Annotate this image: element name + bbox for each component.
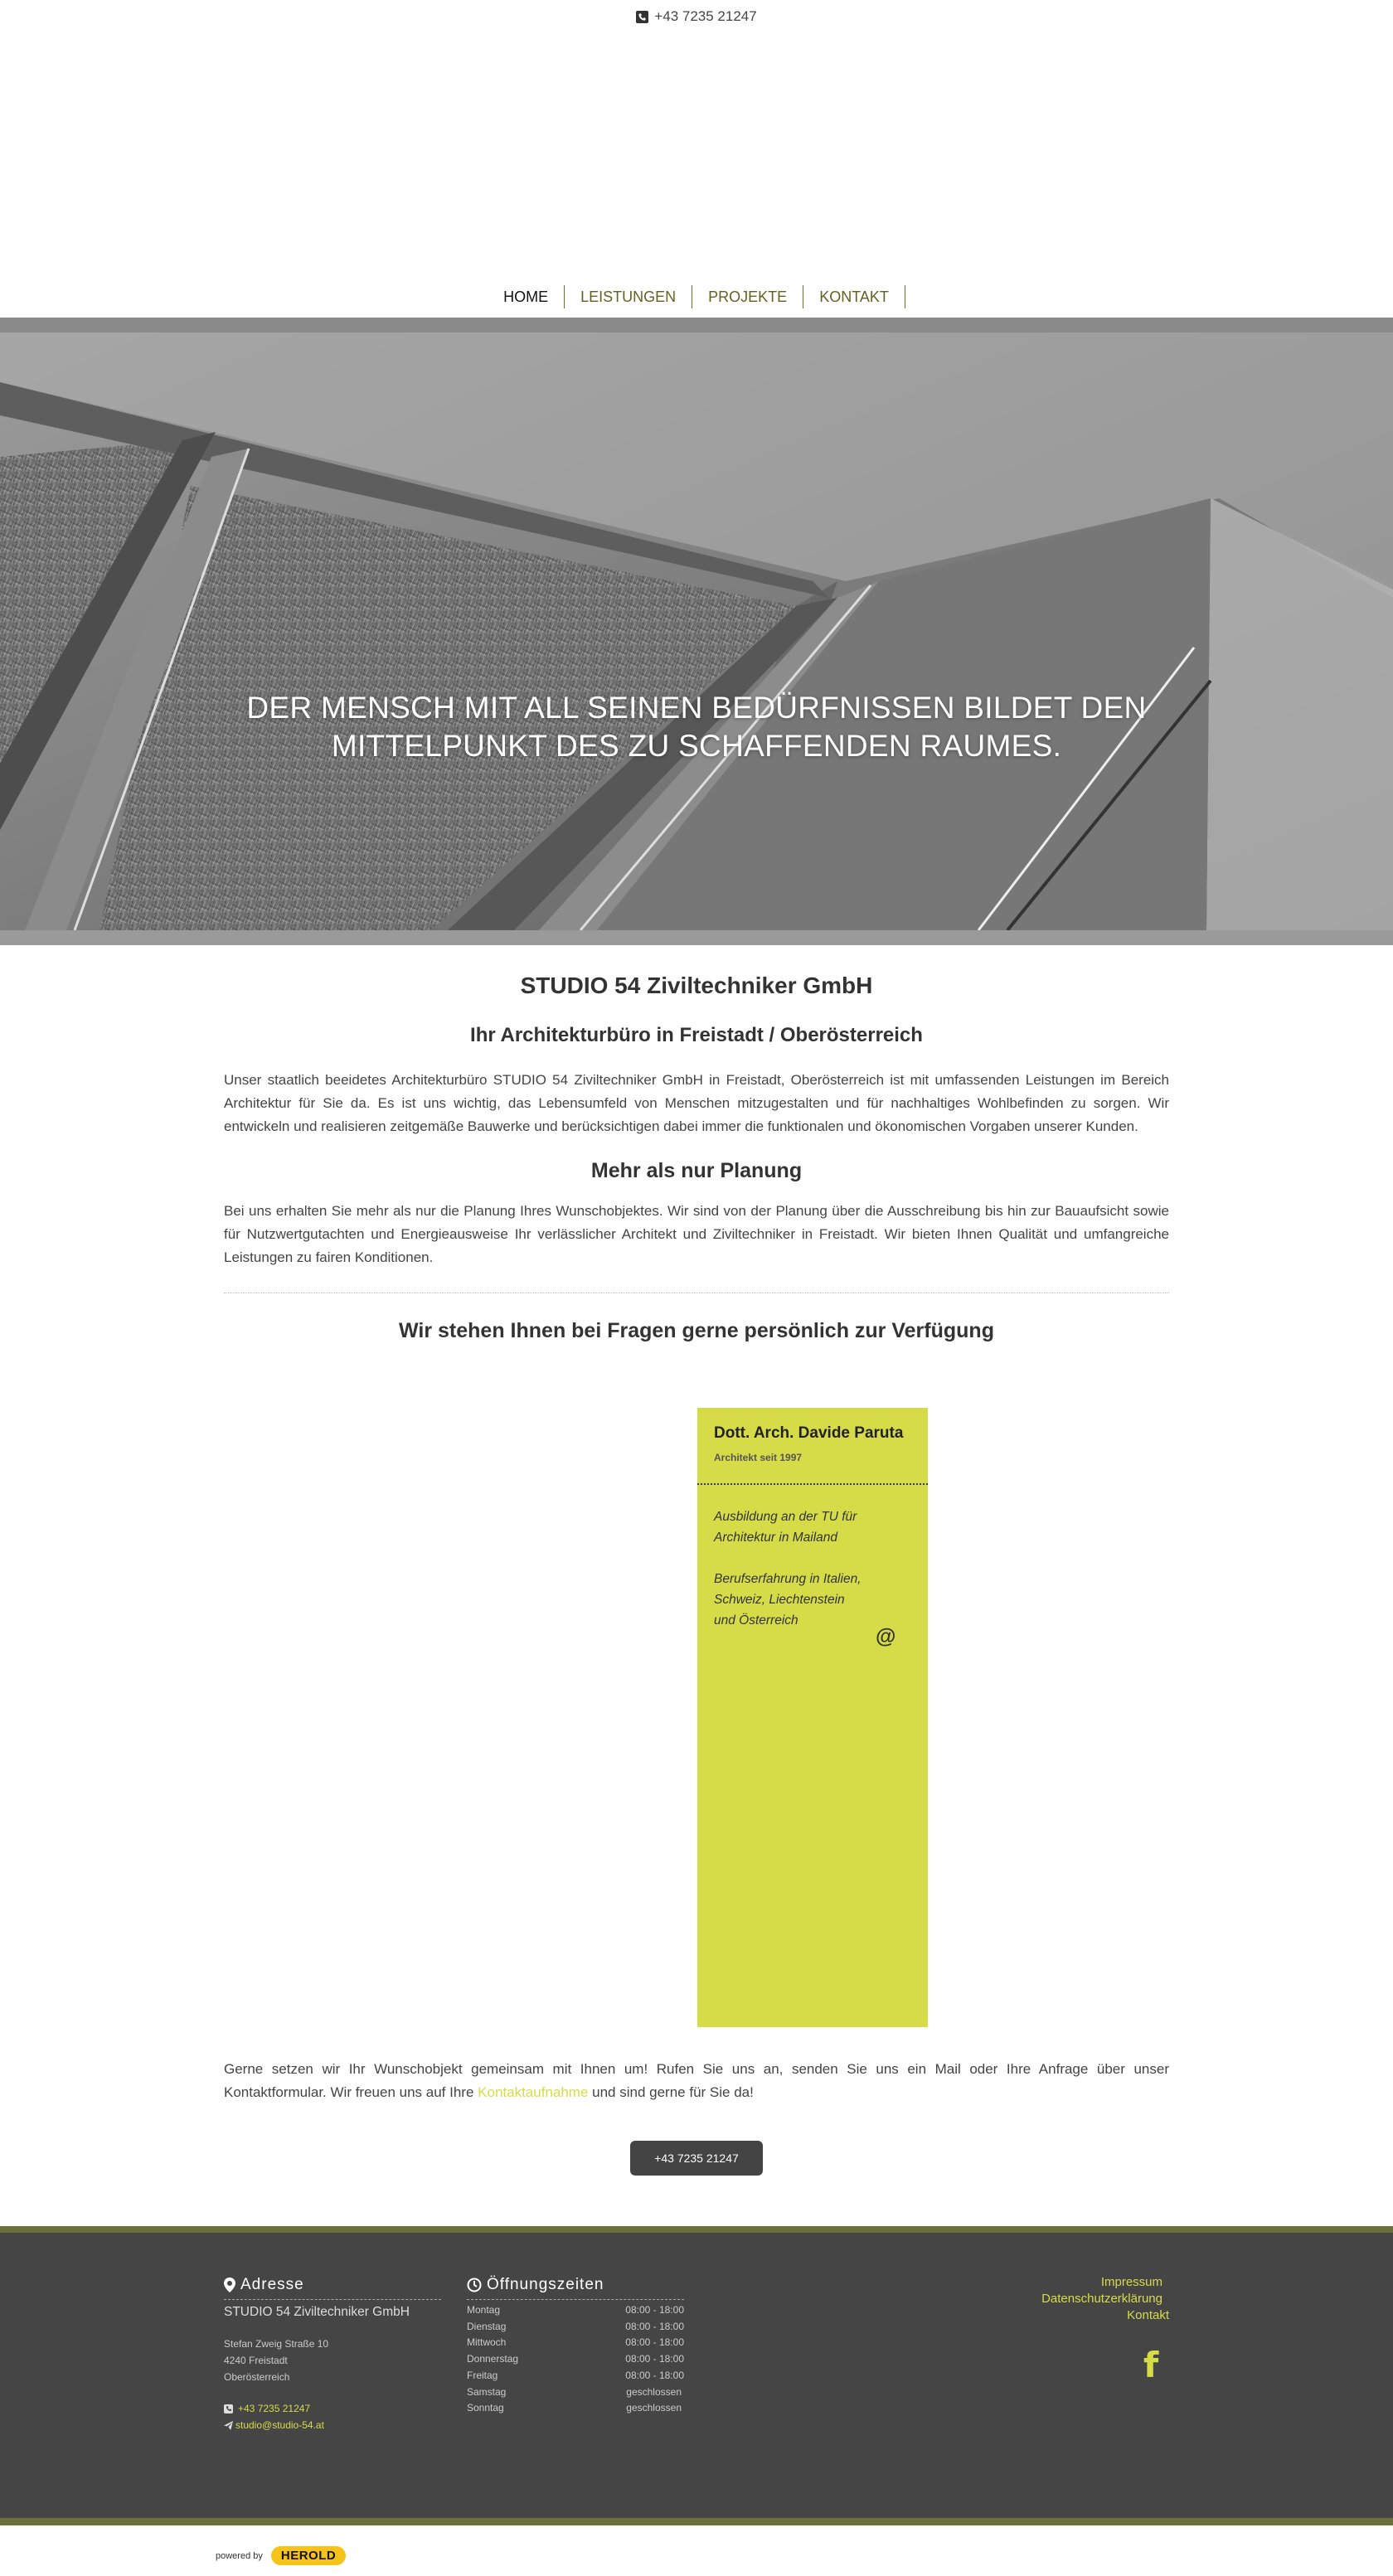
phone-square-icon: [224, 2404, 233, 2413]
link-kontakt[interactable]: Kontakt: [1127, 2308, 1169, 2322]
footer-address-lines: [224, 2336, 441, 2385]
hours-time: 08:00 - 18:00: [625, 2320, 684, 2332]
hours-row: [467, 2302, 684, 2319]
hours-day: Montag: [467, 2304, 501, 2316]
at-icon[interactable]: @: [876, 1625, 896, 1648]
hours-day: Samstag: [467, 2385, 507, 2398]
footer-email-row[interactable]: [224, 2417, 441, 2433]
footer-region: Oberösterreich: [224, 2371, 290, 2383]
hours-row: [467, 2319, 684, 2336]
hero-quote-line-1: DER MENSCH MIT ALL SEINEN BEDÜRFNISSEN BILDET DEN: [246, 691, 1147, 725]
hours-day: Freitag: [467, 2369, 498, 2381]
card-experience: [714, 1569, 911, 1631]
map-marker-icon: [224, 2278, 235, 2292]
card-since: Architekt seit 1997: [714, 1452, 803, 1463]
nav-leistungen[interactable]: LEISTUNGEN: [565, 285, 692, 308]
herold-logo[interactable]: HEROLD: [271, 2546, 346, 2565]
top-phone-number[interactable]: +43 7235 21247: [654, 8, 757, 24]
card-education: [714, 1506, 911, 1548]
card-education-line-1: Ausbildung an der TU für: [714, 1510, 857, 1524]
footer-email[interactable]: studio@studio-54.at: [235, 2419, 324, 2431]
hours-row: [467, 2368, 684, 2384]
hero-banner: [0, 318, 1393, 945]
hours-day: Donnerstag: [467, 2353, 519, 2365]
hero-quote: [0, 689, 1393, 765]
footer-bottom-line: [0, 2518, 1393, 2525]
main-navigation: [0, 285, 1393, 308]
hero-bottom-strip: [0, 930, 1393, 945]
cta-paragraph: [224, 2058, 1169, 2104]
cta-text-after: und sind gerne für Sie da!: [588, 2084, 754, 2100]
main-content: [224, 970, 1169, 1343]
intro-paragraph: Unser staatlich beeidetes Architekturbüro STUDIO 54 Ziviltechniker GmbH in Freistadt, Oberösterreich ist mit umfassenden Leistungen im Bereich Architektur für Sie da. Es ist uns wichtig, das Lebensumfeld von Menschen mitzugestalten und für nachhaltiges Wohlbefinden zu sorgen. Wir entwickeln und realisieren zeitgemäße Bauwerke und berücksichtigen dabei immer die funktionalen und ökonomischen Vorgaben unserer Kunden.: [224, 1072, 1169, 1134]
hours-list: [467, 2302, 684, 2417]
footer-city: 4240 Freistadt: [224, 2355, 288, 2366]
nav-home[interactable]: HOME: [488, 285, 565, 308]
hours-time: 08:00 - 18:00: [625, 2353, 684, 2365]
team-card: [697, 1408, 928, 2027]
hours-title: Öffnungszeiten: [487, 2276, 604, 2293]
hours-row: [467, 2335, 684, 2351]
nav-projekte[interactable]: PROJEKTE: [692, 285, 803, 308]
hours-row: [467, 2351, 684, 2368]
company-title: STUDIO 54 Ziviltechniker GmbH: [520, 973, 873, 998]
hero-image: [0, 332, 1393, 930]
hours-time: 08:00 - 18:00: [625, 2336, 684, 2349]
link-impressum[interactable]: Impressum: [1100, 2275, 1162, 2289]
hours-time: geschlossen: [626, 2385, 682, 2398]
address-heading: [224, 2276, 441, 2300]
nav-kontakt[interactable]: KONTAKT: [803, 285, 905, 308]
footer-phone[interactable]: +43 7235 21247: [238, 2403, 311, 2414]
hours-time: geschlossen: [626, 2402, 682, 2414]
powered-label: powered by: [216, 2550, 263, 2561]
footer-hours: [467, 2276, 684, 2417]
powered-by: [216, 2546, 346, 2565]
footer-phone-row[interactable]: [224, 2400, 441, 2417]
contact-title: Wir stehen Ihnen bei Fragen gerne persönlich zur Verfügung: [399, 1319, 994, 1342]
footer-links: [1041, 2274, 1169, 2324]
footer: [0, 2233, 1393, 2518]
facebook-icon[interactable]: f: [1143, 2345, 1159, 2385]
hero-top-strip: [0, 318, 1393, 332]
contact-link[interactable]: Kontaktaufnahme: [478, 2084, 589, 2100]
planning-paragraph: Bei uns erhalten Sie mehr als nur die Planung Ihres Wunschobjektes. Wir sind von der Planung über die Ausschreibung bis hin zur Bauaufsicht sowie für Nutzwertgutachten und Energieausweise Ihr verlässlicher Architekt und Ziviltechniker in Freistadt. Wir bieten Ihnen Qualität und umfangreiche Leistungen zu fairen Konditionen.: [224, 1203, 1169, 1265]
hours-day: Sonntag: [467, 2402, 504, 2414]
card-divider: [697, 1483, 928, 1485]
card-name: Dott. Arch. Davide Paruta: [714, 1424, 904, 1442]
card-experience-line-3: und Österreich: [714, 1613, 798, 1628]
paper-plane-icon: [224, 2421, 233, 2430]
top-bar: [0, 0, 1393, 33]
clock-icon: [467, 2278, 482, 2292]
hours-row: [467, 2400, 684, 2417]
card-experience-line-1: Berufserfahrung in Italien,: [714, 1572, 862, 1586]
hours-time: 08:00 - 18:00: [625, 2369, 684, 2381]
card-experience-line-2: Schweiz, Liechtenstein: [714, 1593, 845, 1607]
subtitle: Ihr Architekturbüro in Freistadt / Oberösterreich: [470, 1024, 923, 1046]
footer-street: Stefan Zweig Straße 10: [224, 2338, 329, 2350]
footer-address: [224, 2276, 441, 2433]
hours-time: 08:00 - 18:00: [625, 2304, 684, 2316]
address-title: Adresse: [240, 2276, 304, 2293]
card-education-line-2: Architektur in Mailand: [714, 1531, 838, 1545]
link-datenschutz[interactable]: Datenschutzerklärung: [1041, 2292, 1162, 2306]
footer-company: STUDIO 54 Ziviltechniker GmbH: [224, 2305, 410, 2319]
call-button[interactable]: +43 7235 21247: [630, 2141, 763, 2176]
footer-contact: [224, 2400, 441, 2433]
footer-top-line: [0, 2226, 1393, 2233]
planning-title: Mehr als nur Planung: [590, 1159, 803, 1182]
hero-quote-line-2: MITTELPUNKT DES ZU SCHAFFENDEN RAUMES.: [331, 729, 1062, 763]
phone-square-icon: [636, 11, 648, 23]
hours-day: Mittwoch: [467, 2336, 507, 2349]
hours-heading: [467, 2276, 684, 2300]
hours-day: Dienstag: [467, 2320, 507, 2332]
hours-row: [467, 2384, 684, 2401]
cta-text-before: Gerne setzen wir Ihr Wunschobjekt gemeinsam mit Ihnen um! Rufen Sie uns an, senden Sie uns ein Mail oder Ihre Anfrage über unser Kontaktformular. Wir freuen uns auf Ihre: [224, 2061, 1169, 2100]
